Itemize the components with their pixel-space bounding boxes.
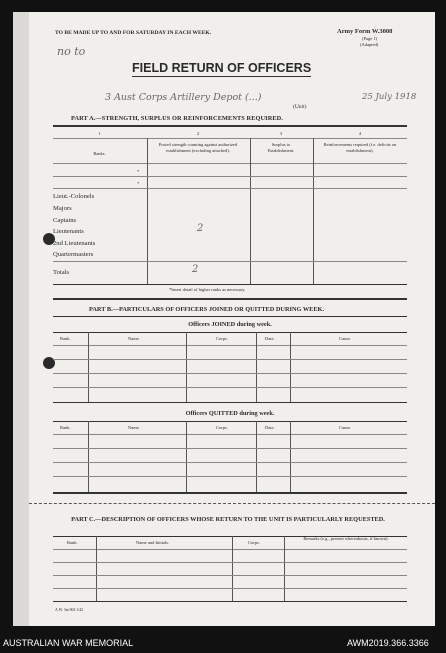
joined-row-rule: [53, 373, 407, 374]
rank-quartermasters: Quartermasters: [53, 251, 94, 258]
quitted-row-rule: [53, 476, 407, 477]
handwritten-corner-note: no to: [57, 45, 86, 58]
unit-label: (Unit): [293, 104, 307, 110]
part-c-row-rule: [53, 575, 407, 576]
perforation-line: [29, 503, 435, 504]
quitted-heading: Officers QUITTED during week.: [185, 410, 275, 417]
rank-totals: Totals: [53, 269, 70, 276]
joined-col-divider: [186, 332, 187, 402]
form-page: (Page 1): [362, 36, 378, 41]
col-header-posted: Posted strength counting against authorized establishment (excluding attached).: [158, 142, 238, 153]
part-c-col-name: Name and Initials.: [136, 540, 170, 545]
joined-header-rule: [53, 345, 407, 346]
col-number-3: 3: [279, 131, 283, 136]
header-instruction: TO BE MADE UP TO AND FOR SATURDAY IN EACH WEEK.: [55, 30, 212, 36]
joined-col-corps: Corps.: [216, 336, 228, 341]
part-c-col-rank: Rank.: [67, 540, 78, 545]
part-a-bottom-rule: [53, 284, 407, 285]
part-c-col-remarks: Remarks (e.g., present whereabouts, if known).: [303, 536, 389, 541]
part-c-col-divider: [96, 536, 97, 601]
form-id: Army Form W.3008: [337, 28, 393, 35]
joined-table-bottom: [53, 402, 407, 403]
part-c-header-rule: [53, 549, 407, 550]
joined-col-divider: [88, 332, 89, 402]
part-a-footnote: *Insert detail of higher ranks as necessary.: [169, 287, 246, 292]
joined-col-divider: [290, 332, 291, 402]
part-c-col-corps: Corps.: [248, 540, 260, 545]
col-number-1: 1: [98, 131, 101, 136]
part-a-rule: [53, 261, 407, 262]
joined-col-date: Date.: [265, 336, 275, 341]
asterisk-mark: *: [137, 169, 140, 174]
quitted-col-name: Name.: [128, 425, 140, 430]
quitted-col-divider: [256, 421, 257, 492]
footer-institution: AUSTRALIAN WAR MEMORIAL: [3, 638, 134, 648]
quitted-col-divider: [186, 421, 187, 492]
paper-edge-strip: [13, 12, 29, 626]
page-title: FIELD RETURN OF OFFICERS: [132, 61, 312, 75]
part-c-heading: PART C.—DESCRIPTION OF OFFICERS WHOSE RETURN TO THE UNIT IS PARTICULARLY REQUESTED.: [71, 516, 385, 523]
part-a-heading: PART A.—STRENGTH, SURPLUS OR REINFORCEMENTS REQUIRED.: [71, 115, 283, 122]
joined-row-rule: [53, 359, 407, 360]
rank-captains: Captains: [53, 217, 77, 224]
joined-col-divider: [256, 332, 257, 402]
part-a-top-rule: [53, 125, 407, 127]
quitted-row-rule: [53, 448, 407, 449]
asterisk-mark: *: [137, 181, 140, 186]
part-c-row-rule: [53, 588, 407, 589]
quitted-col-date: Date.: [265, 425, 275, 430]
part-c-table-bottom: [53, 601, 407, 602]
part-a-rule: [53, 138, 407, 139]
quitted-col-divider: [290, 421, 291, 492]
quitted-row-rule: [53, 462, 407, 463]
quitted-header-rule: [53, 434, 407, 435]
joined-col-cause: Cause.: [339, 336, 352, 341]
part-a-rule: [53, 176, 407, 177]
footer-accession-number: AWM2019.366.3366: [347, 638, 429, 648]
quitted-col-cause: Cause.: [339, 425, 352, 430]
part-a-rule: [53, 163, 407, 164]
unit-handwritten: 3 Aust Corps Artillery Depot (...): [105, 92, 262, 103]
part-b-bottom-rule: [53, 492, 407, 494]
archive-footer: [0, 636, 446, 653]
col-header-surplus: Surplus to Establishment.: [267, 142, 295, 153]
quitted-col-corps: Corps.: [216, 425, 228, 430]
col-header-ranks: Ranks.: [93, 151, 106, 156]
quitted-col-divider: [88, 421, 89, 492]
part-a-rule: [53, 188, 407, 189]
part-a-col-divider: [250, 138, 251, 284]
joined-heading: Officers JOINED during week.: [188, 321, 272, 328]
rank-majors: Majors: [53, 205, 72, 212]
part-b-heading: PART B.—PARTICULARS OF OFFICERS JOINED OR QUITTED DURING WEEK.: [89, 306, 325, 313]
part-b-top-rule: [53, 298, 407, 300]
col-number-4: 4: [358, 131, 362, 136]
part-c-col-divider: [232, 536, 233, 601]
part-c-col-divider: [284, 536, 285, 601]
lieutenants-posted-value: 2: [197, 223, 204, 234]
form-adapted: (Adapted): [360, 42, 379, 47]
col-number-2: 2: [196, 131, 200, 136]
document-page: [13, 12, 435, 626]
rank-lieut-colonels: Lieut.-Colonels: [53, 193, 95, 200]
quitted-col-rank: Rank.: [60, 425, 71, 430]
joined-row-rule: [53, 387, 407, 388]
rank-2nd-lieutenants: 2nd Lieutenants: [53, 240, 96, 247]
rank-lieutenants: Lieutenants: [53, 228, 84, 235]
joined-table-top: [53, 332, 407, 333]
part-b-rule: [53, 316, 407, 317]
part-c-row-rule: [53, 562, 407, 563]
quitted-table-top: [53, 421, 407, 422]
joined-col-rank: Rank.: [60, 336, 71, 341]
col-header-reinforcements: Reinforcements required (i.e. deficits on establishment).: [323, 142, 397, 153]
joined-col-name: Name.: [128, 336, 140, 341]
part-a-col-divider: [313, 138, 314, 284]
part-a-col-divider: [147, 138, 148, 284]
totals-posted-value: 2: [192, 264, 199, 275]
printer-mark: A.W. 3m 904 1/42: [55, 608, 84, 612]
date-handwritten: 25 July 1918: [362, 92, 417, 102]
